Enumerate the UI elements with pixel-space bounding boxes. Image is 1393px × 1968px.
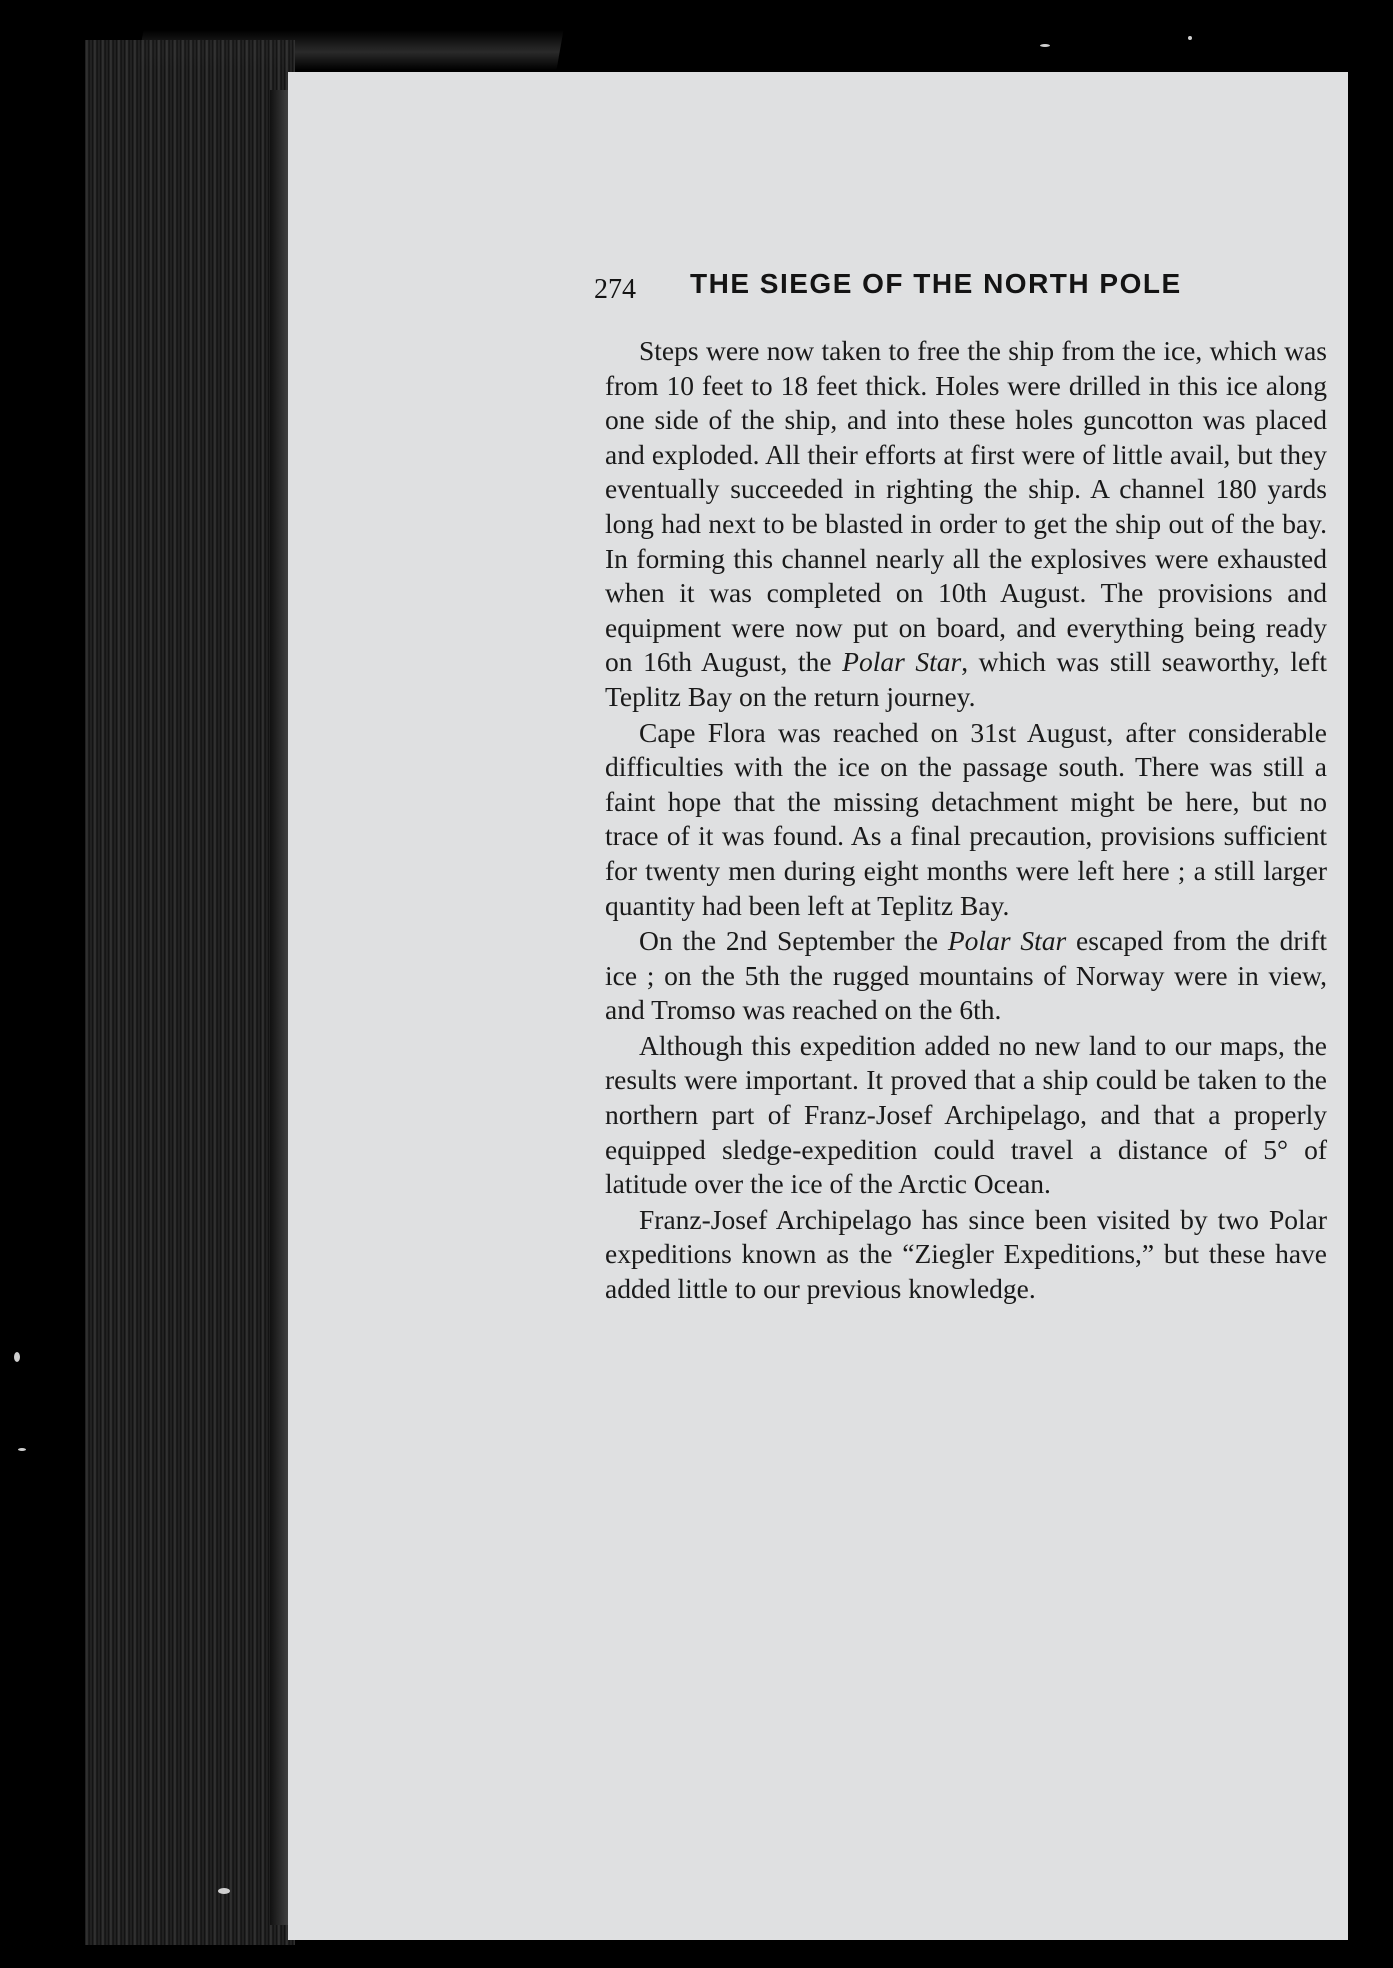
- ship-name-italic: Polar Star: [842, 646, 962, 678]
- book-page-edges: [85, 40, 295, 1945]
- scan-speck: [14, 1352, 20, 1362]
- ship-name-italic: Polar Star: [947, 925, 1067, 957]
- running-title: THE SIEGE OF THE NORTH POLE: [690, 268, 1182, 299]
- paragraph: [605, 1203, 1327, 1307]
- text-run: Although this expedition added no new land to our maps, the results were important. It proved that a ship could be taken to the northern part of Franz-Josef Archipelago, and that a properly equipped sledge-expedition could travel a distance of 5° of latitude over the ice of the Arctic Ocean.: [605, 1029, 1327, 1200]
- page-number: 274: [594, 274, 636, 305]
- paragraph: [605, 716, 1327, 924]
- page-right-border: [1348, 72, 1393, 1968]
- paragraph: [605, 1029, 1327, 1202]
- scan-speck: [1188, 36, 1192, 40]
- scan-speck: [1040, 44, 1050, 47]
- paragraph: [605, 924, 1327, 1028]
- paragraph: [605, 334, 1327, 715]
- page-header: [594, 268, 1234, 312]
- text-run: On the 2nd September the: [639, 925, 948, 957]
- scan-speck: [218, 1888, 230, 1894]
- text-run: Franz-Josef Archipelago has since been visited by two Polar expeditions known as the “Ziegler Expeditions,” but these have added little to our previous knowledge.: [605, 1203, 1327, 1305]
- text-run: , which was still seaworthy, left Teplitz Bay on the return journey.: [605, 646, 1328, 712]
- text-run: Steps were now taken to free the ship from the ice, which was from 10 feet to 18 feet thick. Holes were drilled in this ice along one side of the ship, and into these holes guncotton was placed and exploded. All their efforts at first were of little avail, but they eventually succeeded in righting the ship. A channel 180 yards long had next to be blasted in order to get the ship out of the bay. In forming this channel nearly all the explosives were exhausted when it was completed on 10th August. The provisions and equipment were now put on board, and everything being ready on 16th August, the: [605, 335, 1327, 678]
- text-run: escaped from the drift ice ; on the 5th the rugged mountains of Norway were in view, and Tromso was reached on the 6th.: [605, 925, 1327, 1026]
- body-text: [605, 334, 1327, 1307]
- text-run: Cape Flora was reached on 31st August, after considerable difficulties with the ice on the passage south. There was still a faint hope that the missing detachment might be here, but no trace of it was found. As a final precaution, provisions sufficient for twenty men during eight months were left here ; a still larger quantity had been left at Teplitz Bay.: [605, 716, 1327, 921]
- scan-speck: [18, 1448, 26, 1451]
